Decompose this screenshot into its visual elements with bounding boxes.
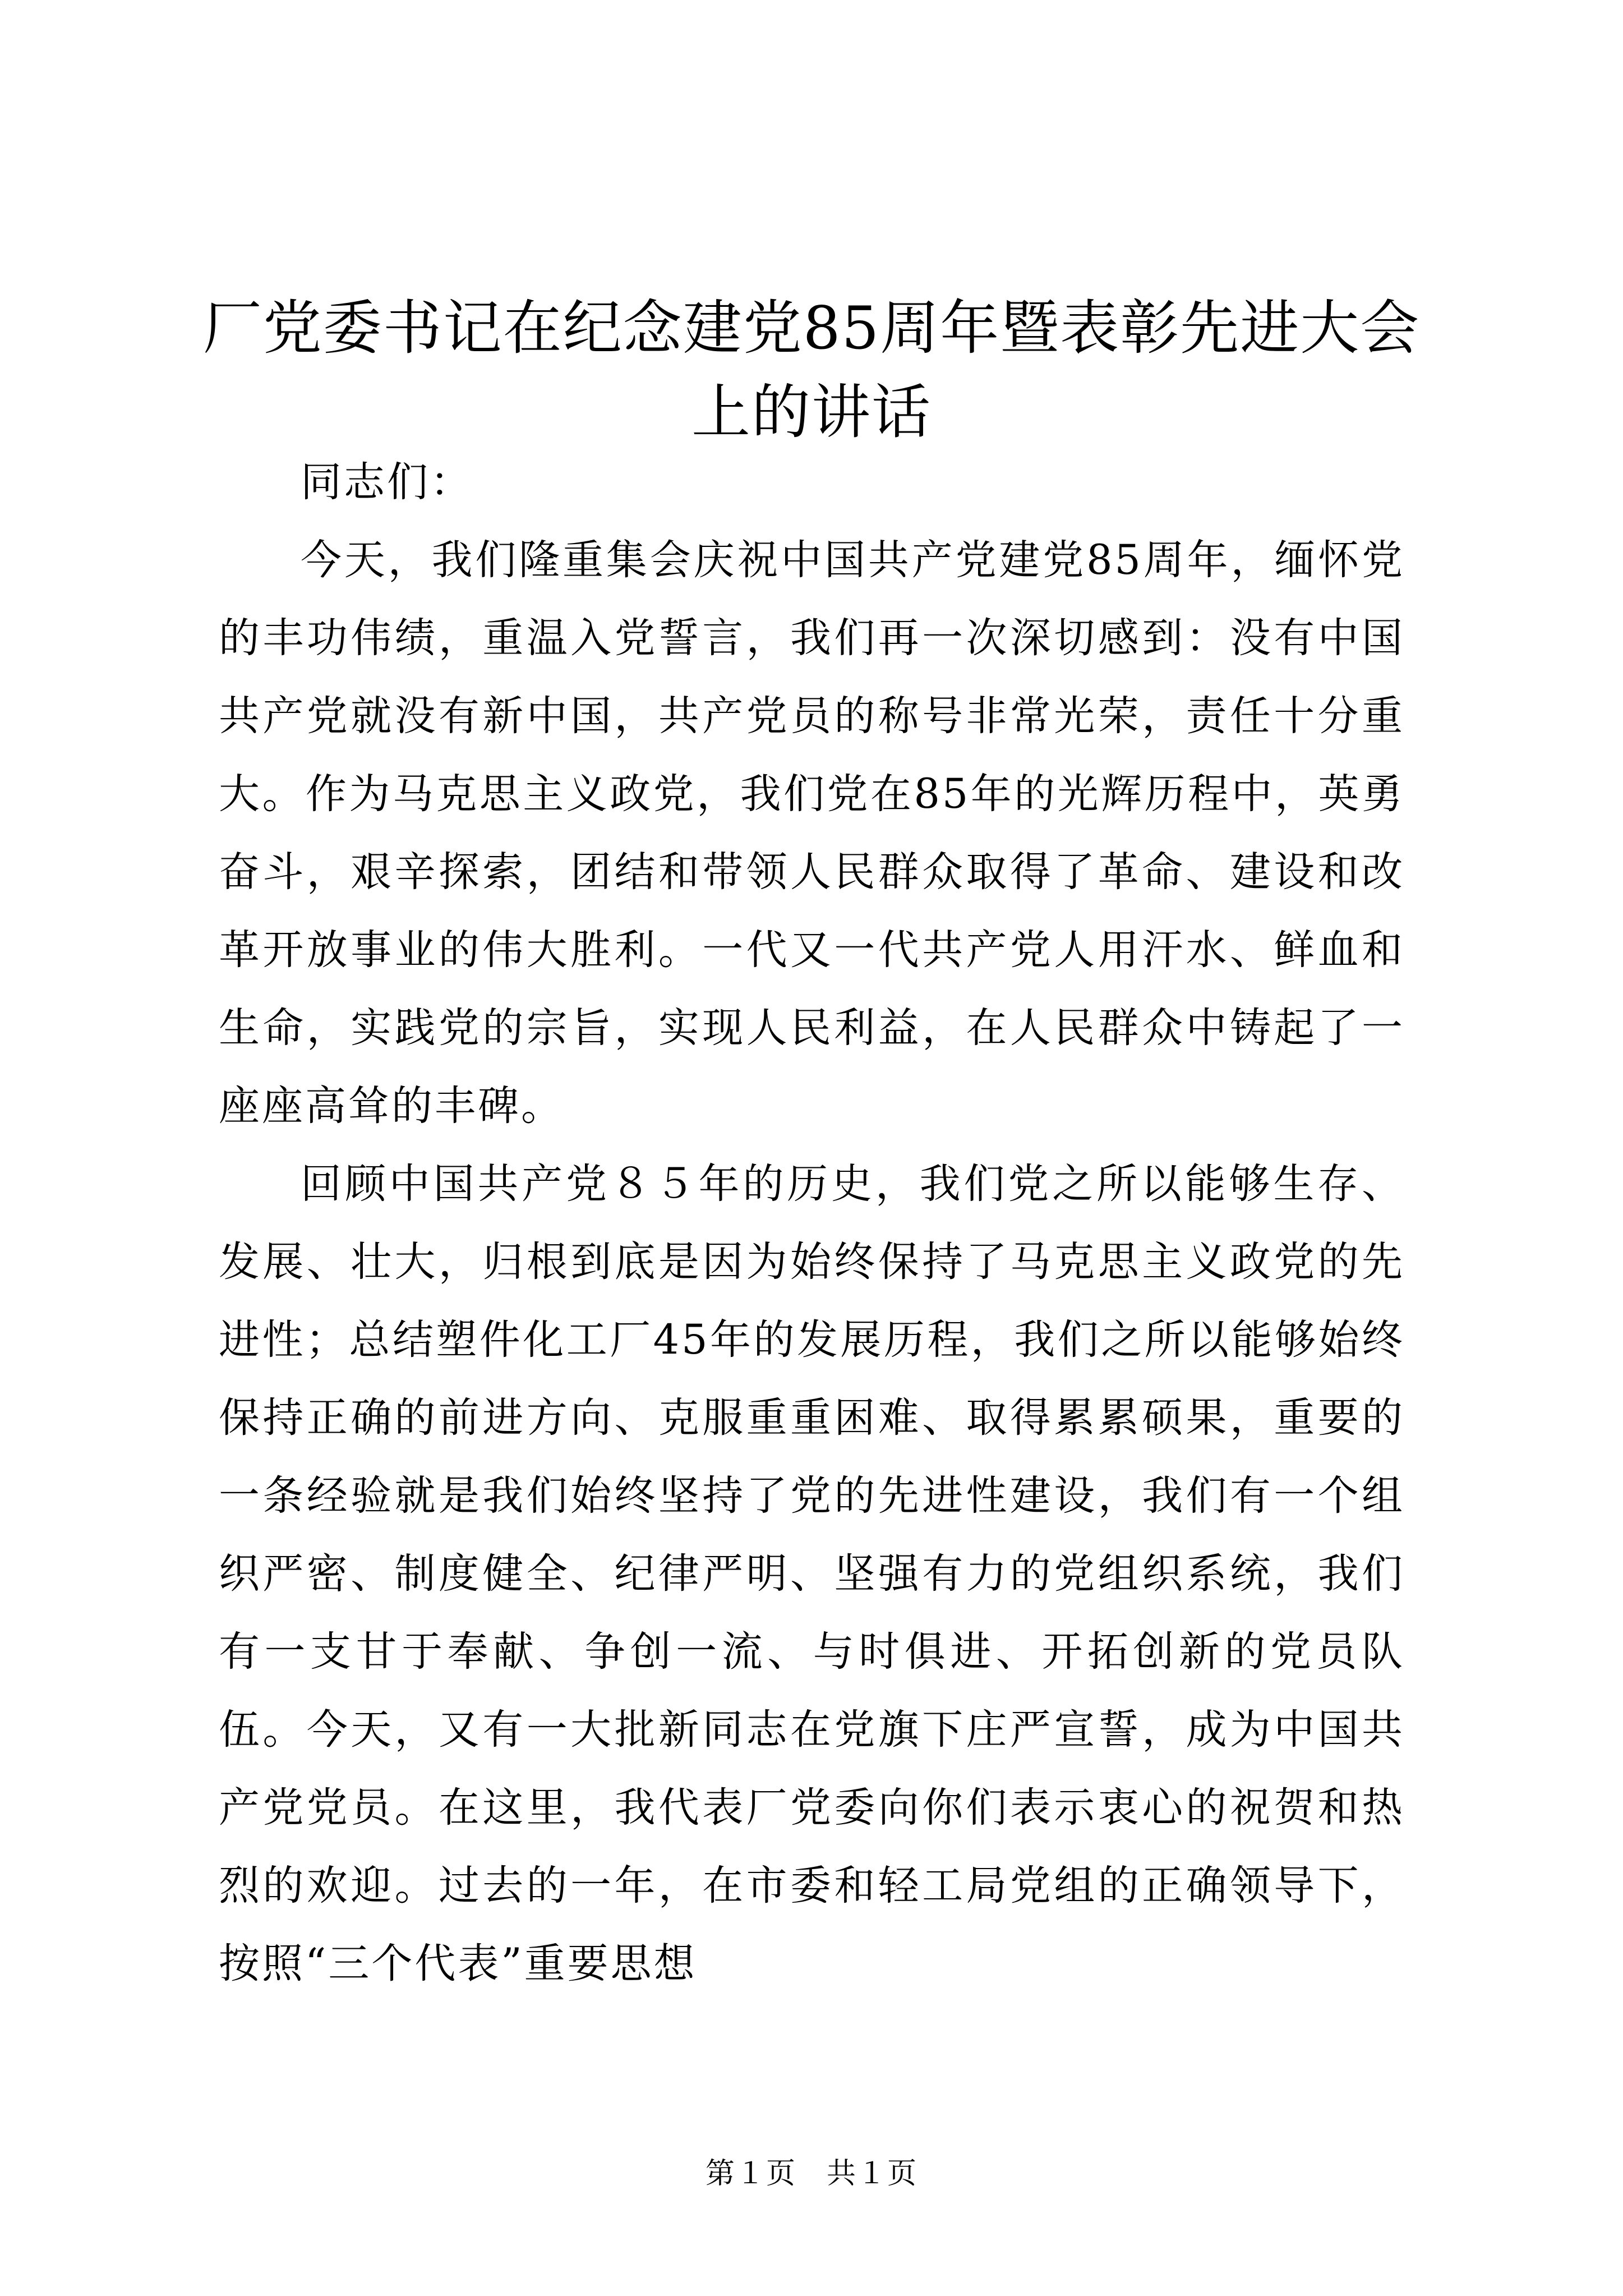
document-title: 厂党委书记在纪念建党85周年暨表彰先进大会上的讲话 [202,294,1421,447]
paragraph-2: 回顾中国共产党８５年的历史，我们党之所以能够生存、发展、壮大，归根到底是因为始终保持了马克思主义政党的先进性；总结塑件化工厂45年的发展历程，我们之所以能够始终保持正确的前进方向、克服重重困难、取得累累硕果，重要的一条经验就是我们始终坚持了党的先进性建设，我们有一个组织严密、制度健全、纪律严明、坚强有力的党组织系统，我们有一支甘于奉献、争创一流、与时俱进、开拓创新的党员队伍。今天，又有一大批新同志在党旗下庄严宣誓，成为中国共产党党员。在这里，我代表厂党委向你们表示衷心的祝贺和热烈的欢迎。过去的一年，在市委和轻工局党组的正确领导下，按照“三个代表”重要思想 [219,1160,1405,1987]
page-number-footer: 第１页 共１页 [705,2157,917,2191]
paragraph-1: 今天，我们隆重集会庆祝中国共产党建党85周年，缅怀党的丰功伟绩，重温入党誓言，我们再一次深切感到：没有中国共产党就没有新中国，共产党员的称号非常光荣，责任十分重大。作为马克思主义政党，我们党在85年的光辉历程中，英勇奋斗，艰辛探索，团结和带领人民群众取得了革命、建设和改革开放事业的伟大胜利。一代又一代共产党人用汗水、鲜血和生命，实践党的宗旨，实现人民利益，在人民群众中铸起了一座座高耸的丰碑。 [219,536,1405,1130]
greeting-line: 同志们： [301,458,473,506]
document-body [219,443,1405,2003]
